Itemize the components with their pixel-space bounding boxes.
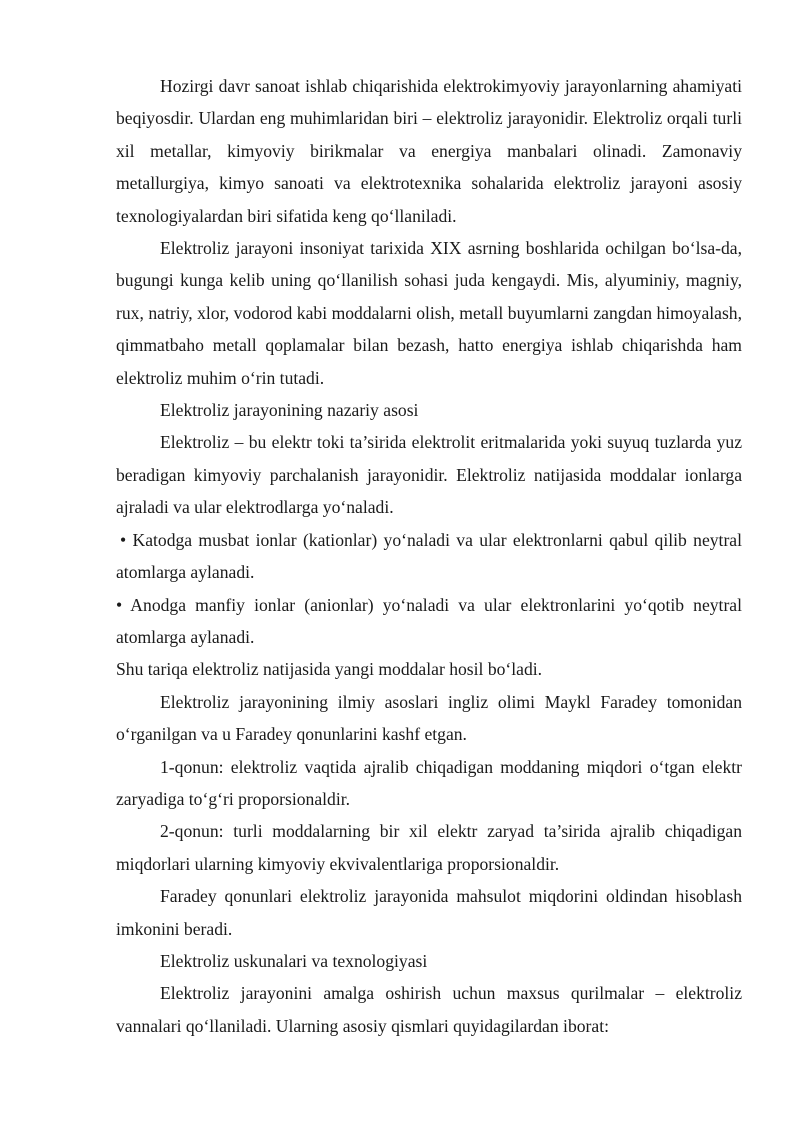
paragraph-intro: Hozirgi davr sanoat ishlab chiqarishida elektrokimyoviy jarayonlarning ahamiyati beqiyosdir. Ulardan eng muhimlaridan biri – elektroliz jarayonidir. Elektroliz orqali turli xil metallar, kimyoviy birikmalar va energiya manbalari olinadi. Zamonaviy metallurgiya, kimyo sanoati va elektrotexnika sohalarida elektroliz jarayoni asosiy texnologiyalardan biri sifatida keng qo‘llaniladi.	[116, 76, 742, 226]
paragraph-faraday: Elektroliz jarayonining ilmiy asoslari ingliz olimi Maykl Faradey tomonidan o‘rganilgan va u Faradey qonunlarini kashf etgan.	[116, 691, 742, 745]
bullet-anode: • Anodga manfiy ionlar (anionlar) yo‘naladi va ular elektronlarini yo‘qotib neytral atomlarga aylanadi.	[116, 594, 742, 647]
document-page	[116, 70, 742, 1042]
paragraph-equipment: Elektroliz jarayonini amalga oshirish uchun maxsus qurilmalar – elektroliz vannalari qo‘llaniladi. Ularning asosiy qismlari quyidagilardan iborat:	[116, 983, 742, 1036]
section-heading-theory: Elektroliz jarayonining nazariy asosi	[160, 400, 419, 421]
paragraph-summary: Shu tariqa elektroliz natijasida yangi moddalar hosil bo‘ladi.	[116, 659, 543, 680]
paragraph-history: Elektroliz jarayoni insoniyat tarixida XIX asrning boshlarida ochilgan bo‘lsa-da, bugungi kunga kelib uning qo‘llanilish sohasi juda kengaydi. Mis, alyuminiy, magniy, rux, natriy, xlor, vodorod kabi moddalarni olish, metall buyumlarni zangdan himoyalash, qimmatbaho metall qoplamalar bilan bezash, hatto energiya ishlab chiqarishda ham elektroliz muhim o‘rin tutadi.	[116, 238, 742, 388]
paragraph-law-1: 1-qonun: elektroliz vaqtida ajralib chiqadigan moddaning miqdori o‘tgan elektr zaryadiga to‘g‘ri proporsionaldir.	[116, 756, 742, 809]
section-heading-equipment: Elektroliz uskunalari va texnologiyasi	[160, 950, 428, 971]
paragraph-definition: Elektroliz – bu elektr toki ta’sirida elektrolit eritmalarida yoki suyuq tuzlarda yuz beradigan kimyoviy parchalanish jarayonidir. Elektroliz natijasida moddalar ionlarga ajraladi va ular elektrodlarga yo‘naladi.	[116, 432, 742, 518]
paragraph-faraday-laws-use: Faradey qonunlari elektroliz jarayonida mahsulot miqdorini oldindan hisoblash imkonini beradi.	[116, 886, 742, 939]
bullet-cathode: • Katodga musbat ionlar (kationlar) yo‘naladi va ular elektronlarni qabul qilib neytral atomlarga aylanadi.	[116, 529, 742, 583]
paragraph-law-2: 2-qonun: turli moddalarning bir xil elektr zaryad ta’sirida ajralib chiqadigan miqdorlari ularning kimyoviy ekvivalentlariga proporsionaldir.	[116, 821, 742, 874]
